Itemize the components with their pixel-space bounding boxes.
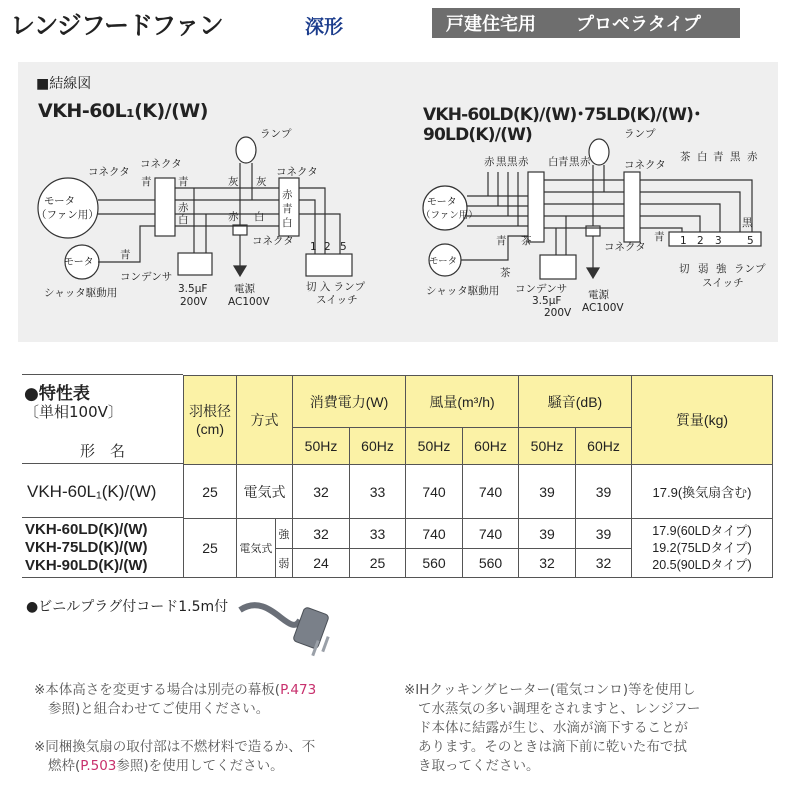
cap-voltage-right: 200V [544, 307, 572, 319]
th-power-50: 50Hz [293, 428, 350, 465]
wire-blue-r2: 青 [713, 151, 724, 163]
th-power: 消費電力(W) [293, 376, 406, 428]
shutter-drive-label-right: シャッタ駆動用 [426, 285, 500, 297]
sw-num-2-left: 2 [324, 241, 331, 253]
wiring-diagrams [0, 0, 800, 360]
fan-label-right: （ファン用） [421, 210, 478, 221]
sw-weak-right: 弱 [698, 263, 709, 275]
r1-a60: 740 [463, 465, 519, 519]
r2-weak: 弱 [275, 549, 292, 578]
r2-s-a50: 740 [406, 519, 463, 549]
power-plug-illustration [230, 580, 360, 670]
sw-strong-right: 強 [716, 263, 727, 275]
connector-label-left-c: コネクタ [276, 166, 318, 178]
th-power-60: 60Hz [350, 428, 406, 465]
wire-brown-r1: 茶 [680, 151, 691, 163]
th-blade: 羽根径(cm) [184, 376, 237, 465]
r1-n60: 39 [576, 465, 632, 519]
wire-gray-l1: 灰 [228, 176, 239, 188]
connector-label-right-b: コネクタ [604, 241, 646, 253]
spec-table [183, 375, 773, 578]
power-voltage-left: AC100V [228, 296, 270, 308]
power-voltage-right: AC100V [582, 302, 624, 314]
r2-w-a60: 560 [463, 549, 519, 578]
r1-mass: 17.9(換気扇含む) [632, 465, 773, 519]
connector-label-left-b: コネクタ [140, 158, 182, 170]
right-diagram-model: VKH-60LD(K)/(W)･75LD(K)/(W)･90LD(K)/(W) [423, 105, 701, 145]
r2-mass [632, 519, 773, 578]
r2-mass-75: 19.2(75LDタイプ) [652, 540, 752, 555]
wire-blue-r1: 青 [558, 156, 569, 168]
sw-num-2-right: 2 [697, 235, 704, 247]
note-curtain-board: ※本体高さを変更する場合は別売の幕板(P.473 参照)と組合わせてご使用ください。 [34, 682, 317, 717]
shutter-motor-label-left: モータ [64, 257, 94, 268]
r2-s-a60: 740 [463, 519, 519, 549]
spec-condition: 〔単相100V〕 [24, 403, 123, 421]
r2-w-n60: 32 [576, 549, 632, 578]
motor-label-left: モータ [44, 195, 76, 207]
wire-black-r5: 黒 [742, 217, 753, 229]
th-air-60: 60Hz [463, 428, 519, 465]
th-type: 方式 [237, 376, 293, 465]
badge-fan-type: プロペラタイプ [576, 14, 701, 35]
wire-brown-r3: 茶 [500, 267, 511, 279]
sw-lamp-right: ランプ [734, 263, 766, 275]
r2-w-n50: 32 [519, 549, 576, 578]
sw-num-5-right: 5 [747, 235, 754, 247]
r1-p60: 33 [350, 465, 406, 519]
wire-red-r3: 赤 [580, 156, 591, 168]
lamp-label-right: ランプ [624, 128, 656, 140]
r2-s-p50: 32 [293, 519, 350, 549]
table-row [184, 519, 773, 549]
r2-strong: 強 [275, 519, 292, 549]
th-air-50: 50Hz [406, 428, 463, 465]
wire-white-l3: 白 [254, 211, 265, 223]
condenser-right [540, 255, 576, 279]
r2-mass-90: 20.5(90LDタイプ) [652, 557, 752, 572]
r1-n50: 39 [519, 465, 576, 519]
wire-black-r1: 黒 [496, 156, 507, 168]
motor-label-right: モータ [427, 197, 457, 208]
sw-num-3-right: 3 [715, 235, 722, 247]
lamp-label-left: ランプ [260, 128, 292, 140]
sw-off-right: 切 [679, 263, 690, 275]
wire-red-r1: 赤 [484, 156, 495, 168]
fan-motor-right [423, 186, 467, 230]
r1-type: 電気式 [237, 465, 293, 519]
connector-label-right-a: コネクタ [624, 159, 666, 171]
page-ref-503[interactable]: P.503 [80, 758, 117, 774]
sw-num-1-right: 1 [680, 235, 687, 247]
wire-blue-l3: 青 [282, 203, 293, 215]
r2-s-p60: 33 [350, 519, 406, 549]
switch-label-right: スイッチ [702, 277, 744, 289]
page-title: レンジフードファン [10, 11, 223, 40]
switch-label-left: スイッチ [316, 294, 358, 306]
condenser-label-right: コンデンサ [515, 283, 568, 295]
wire-blue-l2: 青 [178, 176, 189, 188]
row1-model: VKH-60L₁(K)/(W) [27, 482, 157, 501]
wire-blue-l1: 青 [141, 176, 152, 188]
wire-red-l1: 赤 [178, 202, 189, 214]
power-label-left: 電源 [234, 283, 255, 295]
row2-model-75: VKH-75LD(K)/(W) [25, 539, 148, 556]
connector-right-1 [528, 172, 544, 242]
r2-blade: 25 [184, 519, 237, 578]
row2-models [25, 521, 147, 575]
wire-white-l2: 白 [282, 217, 293, 229]
r2-w-p60: 25 [350, 549, 406, 578]
r2-mass-60: 17.9(60LDタイプ) [652, 523, 752, 538]
wire-brown-r2: 茶 [521, 235, 532, 247]
page-ref-473[interactable]: P.473 [280, 682, 317, 698]
wire-red-l2: 赤 [282, 189, 293, 201]
shutter-drive-label-left: シャッタ駆動用 [44, 287, 118, 299]
model-header-label: 形 名 [80, 443, 126, 460]
page-subtitle: 深形 [305, 16, 344, 38]
r2-s-n50: 39 [519, 519, 576, 549]
wire-red-r4: 赤 [747, 151, 758, 163]
r2-w-a50: 560 [406, 549, 463, 578]
sw-num-1-left: 1 [310, 241, 317, 253]
connector-right-2 [624, 172, 640, 242]
capacitance-right: 3.5μF [532, 295, 562, 307]
th-noise-60: 60Hz [576, 428, 632, 465]
switch-left [306, 254, 352, 276]
wire-red-r2: 赤 [518, 156, 529, 168]
left-diagram-model: VKH-60L₁(K)/(W) [38, 100, 208, 122]
wire-white-r2: 白 [697, 151, 708, 163]
wire-black-r4: 黒 [730, 151, 741, 163]
wire-black-r2: 黒 [507, 156, 518, 168]
r2-w-p50: 24 [293, 549, 350, 578]
wire-gray-l2: 灰 [256, 176, 267, 188]
cap-voltage-left: 200V [180, 296, 208, 308]
power-label-right: 電源 [588, 289, 609, 301]
connector-left-1 [155, 178, 175, 236]
wire-blue-l4: 青 [120, 249, 131, 261]
th-noise: 騒音(dB) [519, 376, 632, 428]
th-noise-50: 50Hz [519, 428, 576, 465]
condenser-label-left: コンデンサ [120, 271, 173, 283]
connector-label-left-a: コネクタ [88, 166, 130, 178]
connector-label-left-d: コネクタ [252, 235, 294, 247]
note-mounting: ※同梱換気扇の取付部は不燃材料で造るか、不 燃枠(P.503参照)を使用してください。 [34, 739, 316, 774]
wire-blue-r3: 青 [496, 235, 507, 247]
r2-type: 電気式 [237, 519, 276, 578]
r1-a50: 740 [406, 465, 463, 519]
condenser-left [178, 253, 212, 275]
wire-white-r1: 白 [548, 156, 559, 168]
shutter-motor-label-right: モータ [429, 256, 458, 267]
wire-red-l3: 赤 [228, 211, 239, 223]
row2-model-90: VKH-90LD(K)/(W) [25, 557, 148, 574]
fan-label-left: （ファン用） [36, 209, 99, 221]
badge-housing-type: 戸建住宅用 [446, 14, 536, 35]
note-condensation: ※IHクッキングヒーター(電気コンロ)等を使用し て水蒸気の多い調理をされますと、レンジフー ド本体に結露が生じ、水滴が滴下することが あります。そのときは滴下前に乾いた布で拭 き取ってください。 [404, 682, 701, 774]
r1-blade: 25 [184, 465, 237, 519]
th-mass: 質量(kg) [632, 376, 773, 465]
table-row [184, 465, 773, 519]
lamp-left [236, 137, 256, 163]
th-air: 風量(m³/h) [406, 376, 519, 428]
lamp-right [589, 139, 609, 165]
row2-model-60: VKH-60LD(K)/(W) [25, 521, 148, 538]
r1-p50: 32 [293, 465, 350, 519]
wire-white-l1: 白 [178, 214, 189, 226]
wiring-heading: ■結線図 [36, 76, 92, 92]
sw-num-5-left: 5 [340, 241, 347, 253]
wire-blue-r4: 青 [654, 231, 665, 243]
cord-note: ●ビニルプラグ付コード1.5m付 [26, 599, 229, 615]
capacitance-left: 3.5μF [178, 283, 208, 295]
fan-motor-left [38, 178, 98, 238]
wire-black-r3: 黒 [569, 156, 580, 168]
sw-positions-left: 切 入 ランプ [306, 281, 366, 293]
spec-heading: ●特性表 [24, 384, 90, 404]
r2-s-n60: 39 [576, 519, 632, 549]
